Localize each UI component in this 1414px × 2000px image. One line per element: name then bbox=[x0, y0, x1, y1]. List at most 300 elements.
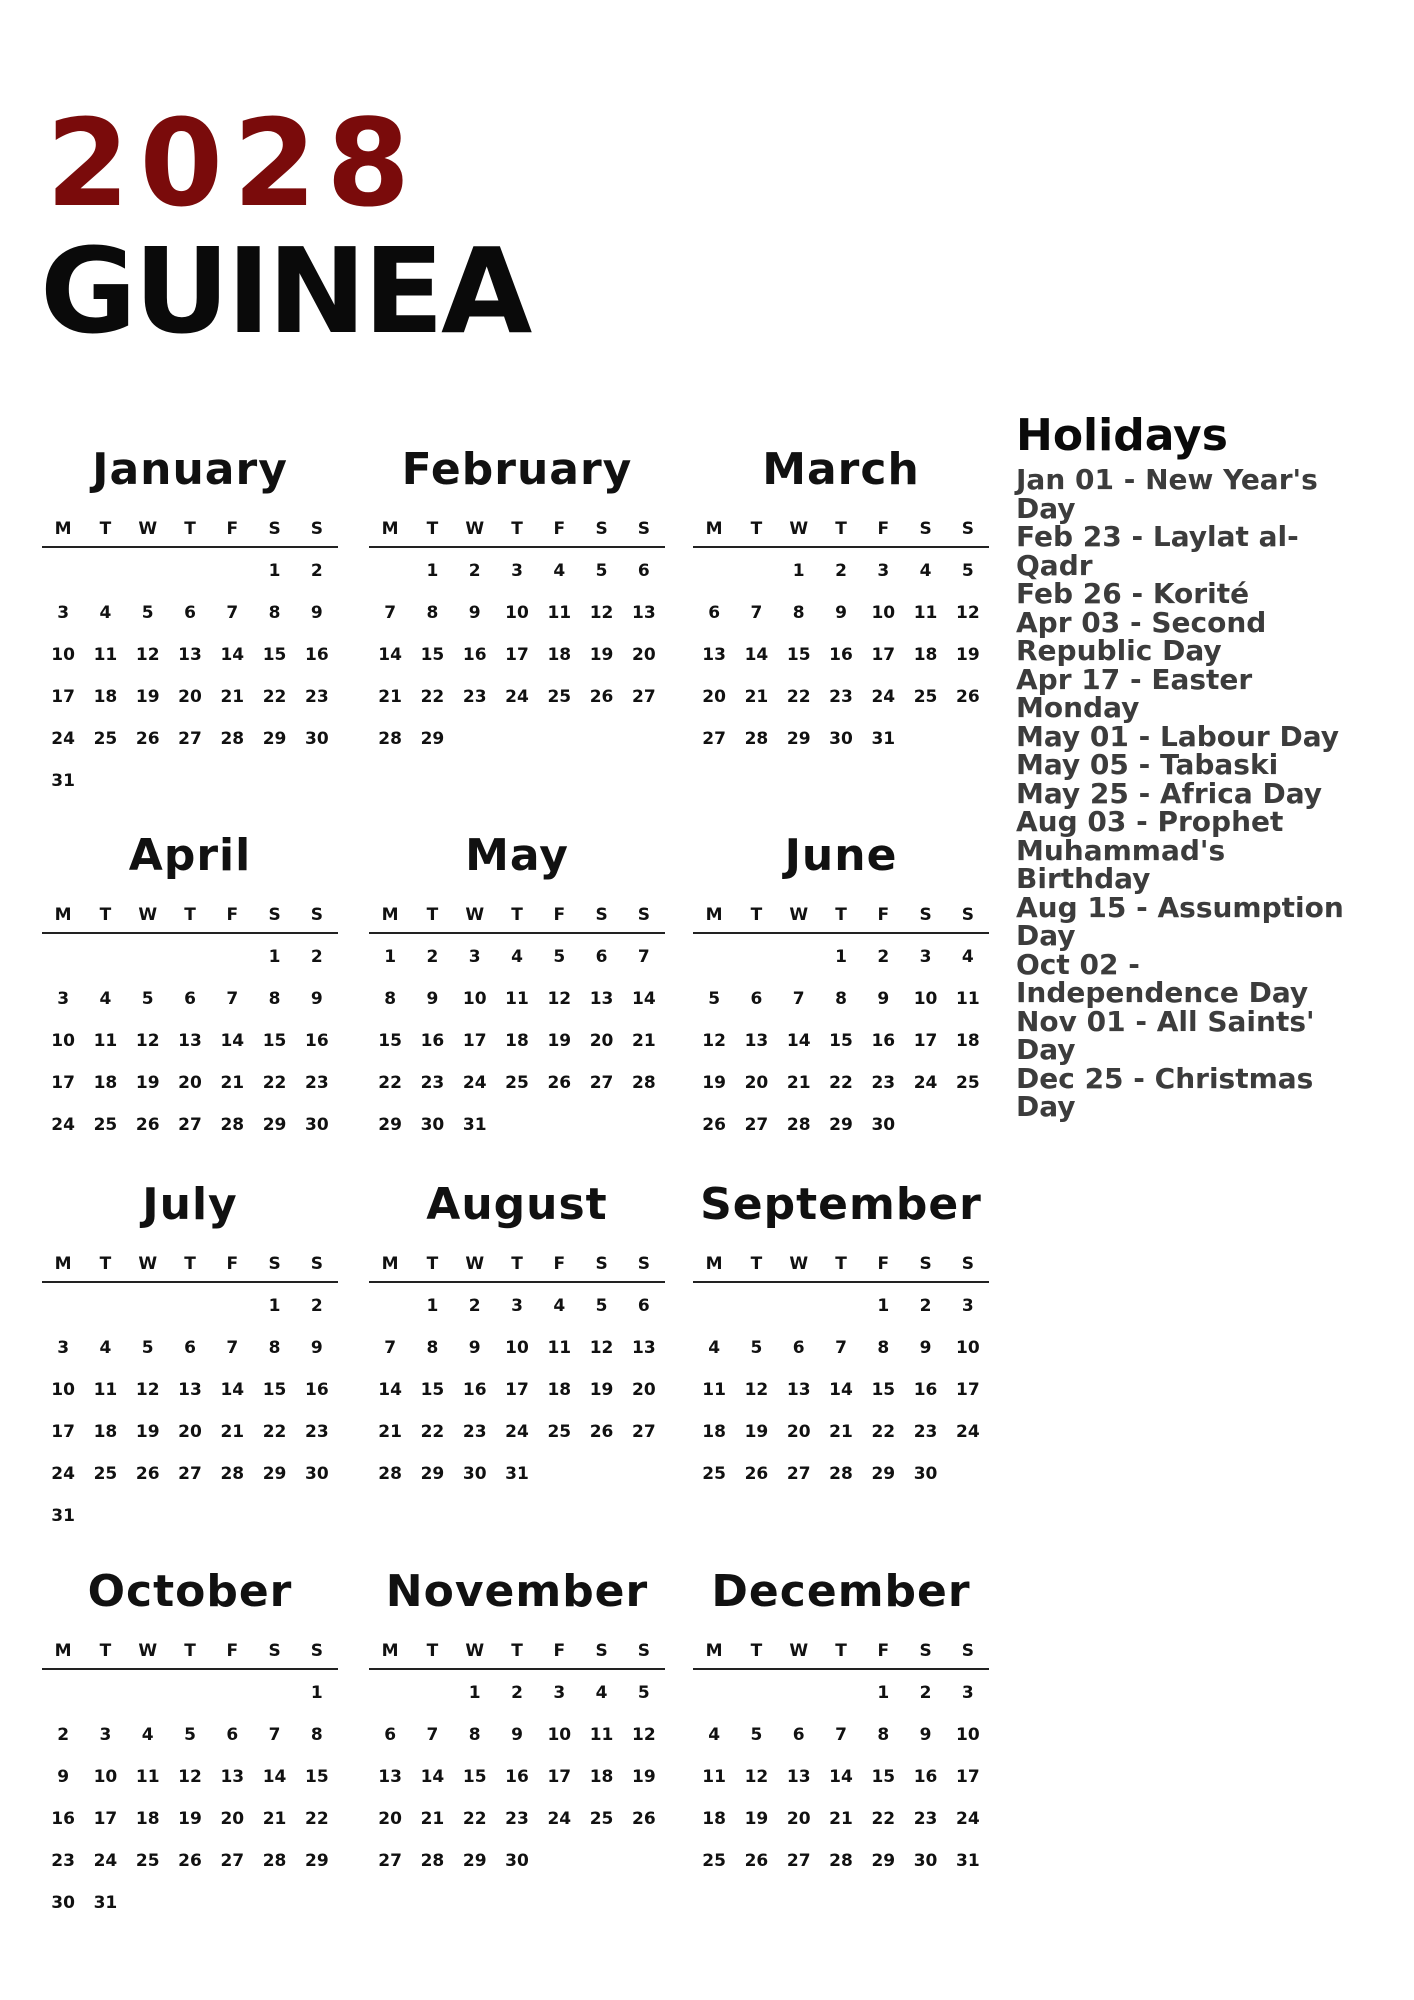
day-cell: 22 bbox=[420, 687, 445, 707]
day-cell: 13 bbox=[632, 603, 656, 623]
day-cell: 5 bbox=[141, 603, 154, 623]
holiday-item: Apr 03 - Second Republic Day bbox=[1016, 605, 1267, 667]
day-cell: 22 bbox=[305, 1809, 329, 1829]
day-cell: 16 bbox=[420, 1031, 445, 1051]
month-name: October bbox=[87, 1566, 293, 1617]
day-cell: 22 bbox=[829, 1073, 853, 1093]
day-cell: 28 bbox=[786, 1115, 811, 1135]
weekday-label: F bbox=[553, 1641, 566, 1661]
day-cell: 18 bbox=[93, 687, 118, 707]
day-grid bbox=[42, 556, 338, 808]
day-cell: 15 bbox=[262, 1031, 287, 1051]
day-cell: 21 bbox=[632, 1031, 656, 1051]
day-cell: 8 bbox=[468, 1725, 481, 1745]
day-cell: 7 bbox=[226, 989, 239, 1009]
day-cell: 8 bbox=[426, 603, 439, 623]
day-cell: 3 bbox=[961, 1296, 974, 1316]
day-cell: 11 bbox=[93, 1031, 118, 1051]
day-cell: 22 bbox=[871, 1809, 896, 1829]
day-cell: 10 bbox=[913, 989, 938, 1009]
day-cell: 18 bbox=[913, 645, 938, 665]
day-cell: 22 bbox=[462, 1809, 487, 1829]
weekday-label: S bbox=[310, 905, 323, 925]
weekday-label: F bbox=[877, 905, 890, 925]
day-cell: 18 bbox=[702, 1422, 726, 1442]
empty-cell bbox=[84, 1678, 126, 1720]
day-cell: 24 bbox=[51, 729, 75, 749]
day-cell: 30 bbox=[913, 1851, 938, 1871]
day-cell: 4 bbox=[99, 989, 112, 1009]
day-cell: 11 bbox=[589, 1725, 614, 1745]
empty-cell bbox=[84, 1291, 126, 1333]
day-cell: 29 bbox=[786, 729, 811, 749]
day-cell: 18 bbox=[135, 1809, 160, 1829]
weekday-label: W bbox=[138, 905, 158, 925]
day-cell: 7 bbox=[835, 1725, 847, 1745]
day-cell: 3 bbox=[57, 989, 70, 1009]
day-cell: 23 bbox=[51, 1851, 75, 1871]
holiday-item: Feb 23 - Laylat al-Qadr bbox=[1016, 520, 1299, 582]
day-cell: 26 bbox=[547, 1073, 572, 1093]
day-cell: 26 bbox=[589, 1422, 614, 1442]
holiday-item: Oct 02 - Independence Day bbox=[1016, 947, 1309, 1009]
day-cell: 29 bbox=[305, 1851, 329, 1871]
weekday-label: F bbox=[226, 905, 239, 925]
day-cell: 21 bbox=[420, 1809, 445, 1829]
day-cell: 17 bbox=[51, 1422, 75, 1442]
weekday-label: W bbox=[789, 519, 809, 539]
day-cell: 16 bbox=[305, 1380, 329, 1400]
weekday-label: T bbox=[99, 519, 112, 539]
day-cell: 16 bbox=[305, 645, 329, 665]
weekday-label: W bbox=[138, 519, 158, 539]
day-cell: 19 bbox=[589, 1380, 614, 1400]
empty-cell bbox=[211, 942, 253, 984]
day-cell: 12 bbox=[744, 1767, 769, 1787]
day-cell: 2 bbox=[919, 1296, 932, 1316]
day-cell: 10 bbox=[956, 1338, 980, 1358]
weekday-label: S bbox=[595, 905, 608, 925]
day-cell: 14 bbox=[632, 989, 656, 1009]
day-cell: 29 bbox=[262, 729, 287, 749]
weekday-label: M bbox=[705, 1254, 723, 1274]
weekday-label: M bbox=[54, 905, 72, 925]
day-cell: 1 bbox=[426, 561, 439, 581]
day-cell: 15 bbox=[420, 645, 445, 665]
day-cell: 14 bbox=[829, 1767, 853, 1787]
day-cell: 3 bbox=[468, 947, 481, 967]
day-cell: 25 bbox=[547, 687, 572, 707]
day-cell: 9 bbox=[426, 989, 439, 1009]
holiday-item: Aug 15 - Assumption Day bbox=[1016, 890, 1344, 952]
day-cell: 26 bbox=[178, 1851, 202, 1871]
day-cell: 11 bbox=[547, 1338, 572, 1358]
weekday-label: S bbox=[961, 1641, 974, 1661]
day-cell: 9 bbox=[310, 1338, 323, 1358]
weekday-label: S bbox=[637, 905, 650, 925]
day-cell: 2 bbox=[835, 561, 847, 581]
day-cell: 26 bbox=[632, 1809, 656, 1829]
day-cell: 27 bbox=[378, 1851, 402, 1871]
day-cell: 22 bbox=[262, 687, 287, 707]
weekday-label: S bbox=[310, 1254, 323, 1274]
weekday-label: S bbox=[637, 1254, 650, 1274]
day-cell: 24 bbox=[51, 1115, 75, 1135]
weekday-label: S bbox=[310, 1641, 323, 1661]
empty-cell bbox=[778, 942, 820, 984]
day-cell: 27 bbox=[786, 1464, 811, 1484]
day-cell: 23 bbox=[420, 1073, 445, 1093]
day-cell: 22 bbox=[786, 687, 811, 707]
weekday-label: F bbox=[877, 1641, 890, 1661]
day-cell: 20 bbox=[178, 1073, 202, 1093]
day-cell: 28 bbox=[220, 1115, 245, 1135]
day-cell: 24 bbox=[462, 1073, 487, 1093]
weekday-label: T bbox=[511, 1641, 523, 1661]
weekday-header bbox=[693, 1251, 989, 1283]
weekday-label: W bbox=[789, 1254, 809, 1274]
day-cell: 2 bbox=[310, 561, 323, 581]
day-cell: 23 bbox=[305, 687, 329, 707]
weekday-label: T bbox=[511, 1254, 523, 1274]
day-cell: 7 bbox=[426, 1725, 439, 1745]
day-cell: 17 bbox=[51, 687, 75, 707]
day-cell: 29 bbox=[262, 1115, 287, 1135]
day-cell: 10 bbox=[871, 603, 896, 623]
day-cell: 4 bbox=[141, 1725, 154, 1745]
day-cell: 8 bbox=[384, 989, 397, 1009]
day-cell: 6 bbox=[792, 1725, 805, 1745]
day-cell: 10 bbox=[51, 645, 75, 665]
empty-cell bbox=[820, 1291, 862, 1333]
day-grid bbox=[369, 1678, 665, 1888]
day-cell: 4 bbox=[595, 1683, 608, 1703]
empty-cell bbox=[369, 556, 411, 598]
day-cell: 18 bbox=[93, 1073, 118, 1093]
day-cell: 24 bbox=[51, 1464, 75, 1484]
weekday-label: T bbox=[750, 905, 763, 925]
day-cell: 3 bbox=[877, 561, 890, 581]
day-cell: 19 bbox=[135, 687, 160, 707]
day-cell: 29 bbox=[262, 1464, 287, 1484]
weekday-label: W bbox=[789, 905, 809, 925]
empty-cell bbox=[127, 556, 169, 598]
day-cell: 14 bbox=[262, 1767, 287, 1787]
weekday-label: T bbox=[835, 1254, 847, 1274]
empty-cell bbox=[820, 1678, 862, 1720]
day-cell: 17 bbox=[93, 1809, 118, 1829]
day-cell: 17 bbox=[51, 1073, 75, 1093]
day-cell: 23 bbox=[462, 687, 487, 707]
day-cell: 25 bbox=[702, 1851, 726, 1871]
day-cell: 25 bbox=[956, 1073, 980, 1093]
day-cell: 7 bbox=[792, 989, 805, 1009]
empty-cell bbox=[693, 1678, 735, 1720]
day-cell: 10 bbox=[505, 1338, 529, 1358]
day-cell: 4 bbox=[553, 1296, 566, 1316]
weekday-label: S bbox=[310, 519, 323, 539]
day-cell: 2 bbox=[310, 947, 323, 967]
day-cell: 16 bbox=[51, 1809, 75, 1829]
day-cell: 19 bbox=[178, 1809, 202, 1829]
day-cell: 12 bbox=[589, 1338, 614, 1358]
day-cell: 26 bbox=[744, 1464, 769, 1484]
weekday-header bbox=[369, 1638, 665, 1670]
day-cell: 30 bbox=[51, 1893, 75, 1913]
day-cell: 2 bbox=[310, 1296, 323, 1316]
holiday-list bbox=[1016, 463, 1346, 1123]
day-cell: 5 bbox=[750, 1725, 763, 1745]
day-cell: 17 bbox=[913, 1031, 938, 1051]
weekday-label: S bbox=[268, 905, 281, 925]
day-cell: 10 bbox=[51, 1380, 75, 1400]
day-cell: 3 bbox=[919, 947, 932, 967]
day-cell: 25 bbox=[547, 1422, 572, 1442]
day-cell: 21 bbox=[744, 687, 769, 707]
empty-cell bbox=[169, 556, 211, 598]
empty-cell bbox=[211, 1291, 253, 1333]
weekday-label: T bbox=[426, 905, 439, 925]
empty-cell bbox=[42, 556, 84, 598]
day-cell: 15 bbox=[829, 1031, 853, 1051]
day-cell: 9 bbox=[877, 989, 890, 1009]
day-cell: 17 bbox=[462, 1031, 487, 1051]
day-cell: 30 bbox=[829, 729, 853, 749]
weekday-label: S bbox=[961, 1254, 974, 1274]
holiday-item: Apr 17 - Easter Monday bbox=[1016, 662, 1253, 724]
day-grid bbox=[693, 1291, 989, 1501]
day-cell: 15 bbox=[378, 1031, 402, 1051]
day-cell: 2 bbox=[426, 947, 439, 967]
day-cell: 4 bbox=[919, 561, 932, 581]
weekday-label: M bbox=[381, 1641, 399, 1661]
day-cell: 1 bbox=[792, 561, 805, 581]
day-cell: 13 bbox=[744, 1031, 769, 1051]
day-cell: 14 bbox=[220, 1031, 245, 1051]
weekday-label: W bbox=[465, 1254, 485, 1274]
day-cell: 5 bbox=[595, 1296, 608, 1316]
day-cell: 13 bbox=[178, 1380, 202, 1400]
weekday-label: S bbox=[595, 519, 608, 539]
weekday-label: S bbox=[961, 519, 974, 539]
day-cell: 7 bbox=[637, 947, 650, 967]
day-cell: 16 bbox=[462, 645, 487, 665]
day-cell: 25 bbox=[93, 1115, 118, 1135]
weekday-label: S bbox=[961, 905, 974, 925]
weekday-header bbox=[693, 1638, 989, 1670]
weekday-label: T bbox=[835, 1641, 847, 1661]
day-cell: 28 bbox=[378, 1464, 402, 1484]
day-cell: 14 bbox=[829, 1380, 853, 1400]
day-cell: 27 bbox=[589, 1073, 614, 1093]
day-cell: 9 bbox=[919, 1338, 932, 1358]
day-cell: 28 bbox=[378, 729, 402, 749]
weekday-label: T bbox=[750, 1641, 763, 1661]
day-cell: 20 bbox=[786, 1422, 811, 1442]
holiday-item: Nov 01 - All Saints' Day bbox=[1016, 1004, 1315, 1066]
empty-cell bbox=[42, 1678, 84, 1720]
day-cell: 18 bbox=[956, 1031, 980, 1051]
day-cell: 5 bbox=[141, 989, 154, 1009]
day-cell: 1 bbox=[268, 947, 281, 967]
day-cell: 19 bbox=[744, 1422, 769, 1442]
day-cell: 18 bbox=[547, 1380, 572, 1400]
day-cell: 7 bbox=[750, 603, 763, 623]
day-cell: 5 bbox=[553, 947, 566, 967]
weekday-label: T bbox=[511, 519, 523, 539]
day-cell: 29 bbox=[462, 1851, 487, 1871]
day-cell: 6 bbox=[184, 989, 196, 1009]
day-cell: 4 bbox=[511, 947, 523, 967]
day-cell: 4 bbox=[553, 561, 566, 581]
empty-cell bbox=[211, 556, 253, 598]
empty-cell bbox=[42, 1291, 84, 1333]
day-cell: 30 bbox=[305, 1464, 329, 1484]
day-cell: 3 bbox=[57, 603, 70, 623]
day-cell: 7 bbox=[835, 1338, 847, 1358]
day-cell: 29 bbox=[871, 1851, 896, 1871]
weekday-label: T bbox=[835, 905, 847, 925]
day-cell: 14 bbox=[378, 645, 402, 665]
day-cell: 30 bbox=[462, 1464, 487, 1484]
day-cell: 4 bbox=[99, 1338, 112, 1358]
day-cell: 1 bbox=[426, 1296, 439, 1316]
day-cell: 15 bbox=[305, 1767, 329, 1787]
day-cell: 8 bbox=[877, 1338, 890, 1358]
weekday-label: T bbox=[184, 905, 196, 925]
empty-cell bbox=[693, 1291, 735, 1333]
day-cell: 11 bbox=[702, 1380, 726, 1400]
month-name: July bbox=[142, 1179, 238, 1230]
weekday-label: M bbox=[705, 1641, 723, 1661]
day-cell: 22 bbox=[262, 1422, 287, 1442]
day-cell: 17 bbox=[956, 1767, 980, 1787]
weekday-label: W bbox=[138, 1254, 158, 1274]
day-cell: 7 bbox=[268, 1725, 281, 1745]
day-cell: 25 bbox=[135, 1851, 160, 1871]
weekday-label: F bbox=[877, 1254, 890, 1274]
empty-cell bbox=[735, 1291, 777, 1333]
holidays-title: Holidays bbox=[1016, 410, 1228, 461]
day-cell: 20 bbox=[178, 1422, 202, 1442]
day-cell: 14 bbox=[220, 1380, 245, 1400]
day-cell: 12 bbox=[135, 1380, 160, 1400]
day-cell: 4 bbox=[961, 947, 974, 967]
weekday-header bbox=[42, 516, 338, 548]
day-cell: 2 bbox=[511, 1683, 523, 1703]
day-cell: 24 bbox=[956, 1809, 980, 1829]
weekday-label: W bbox=[465, 519, 485, 539]
day-cell: 1 bbox=[310, 1683, 323, 1703]
day-cell: 29 bbox=[420, 1464, 445, 1484]
weekday-header bbox=[369, 516, 665, 548]
month-name: June bbox=[784, 830, 898, 881]
day-cell: 23 bbox=[871, 1073, 896, 1093]
weekday-label: T bbox=[426, 1254, 439, 1274]
day-cell: 17 bbox=[505, 1380, 529, 1400]
day-cell: 8 bbox=[268, 603, 281, 623]
day-cell: 30 bbox=[871, 1115, 896, 1135]
day-cell: 14 bbox=[744, 645, 769, 665]
weekday-header bbox=[42, 902, 338, 934]
day-cell: 5 bbox=[595, 561, 608, 581]
day-cell: 19 bbox=[547, 1031, 572, 1051]
day-cell: 12 bbox=[702, 1031, 726, 1051]
day-cell: 11 bbox=[956, 989, 980, 1009]
day-cell: 25 bbox=[589, 1809, 614, 1829]
day-cell: 12 bbox=[547, 989, 572, 1009]
day-cell: 8 bbox=[835, 989, 847, 1009]
day-cell: 12 bbox=[178, 1767, 202, 1787]
day-cell: 20 bbox=[378, 1809, 402, 1829]
day-cell: 27 bbox=[178, 729, 202, 749]
day-cell: 20 bbox=[220, 1809, 245, 1829]
day-cell: 10 bbox=[462, 989, 487, 1009]
day-cell: 23 bbox=[829, 687, 853, 707]
day-cell: 15 bbox=[462, 1767, 487, 1787]
day-cell: 7 bbox=[226, 603, 239, 623]
day-cell: 30 bbox=[305, 729, 329, 749]
day-cell: 20 bbox=[632, 645, 656, 665]
day-cell: 14 bbox=[220, 645, 245, 665]
day-cell: 6 bbox=[750, 989, 763, 1009]
day-cell: 21 bbox=[220, 687, 245, 707]
day-cell: 20 bbox=[786, 1809, 811, 1829]
day-cell: 27 bbox=[178, 1115, 202, 1135]
day-cell: 17 bbox=[547, 1767, 572, 1787]
empty-cell bbox=[169, 1291, 211, 1333]
day-cell: 19 bbox=[589, 645, 614, 665]
day-cell: 9 bbox=[310, 603, 323, 623]
day-cell: 26 bbox=[744, 1851, 769, 1871]
empty-cell bbox=[778, 1291, 820, 1333]
weekday-header bbox=[369, 1251, 665, 1283]
weekday-header bbox=[42, 1251, 338, 1283]
day-cell: 18 bbox=[702, 1809, 726, 1829]
month-name: March bbox=[762, 444, 920, 495]
day-cell: 23 bbox=[305, 1073, 329, 1093]
day-cell: 15 bbox=[262, 645, 287, 665]
day-cell: 15 bbox=[786, 645, 811, 665]
weekday-label: M bbox=[381, 905, 399, 925]
day-cell: 18 bbox=[589, 1767, 614, 1787]
day-cell: 28 bbox=[220, 1464, 245, 1484]
day-cell: 23 bbox=[913, 1422, 938, 1442]
weekday-label: W bbox=[138, 1641, 158, 1661]
day-cell: 27 bbox=[220, 1851, 245, 1871]
day-cell: 22 bbox=[262, 1073, 287, 1093]
empty-cell bbox=[369, 1291, 411, 1333]
weekday-label: M bbox=[54, 1641, 72, 1661]
day-cell: 24 bbox=[93, 1851, 118, 1871]
weekday-label: F bbox=[553, 519, 566, 539]
day-cell: 11 bbox=[505, 989, 529, 1009]
holiday-item: May 01 - Labour Day bbox=[1016, 719, 1340, 753]
day-cell: 16 bbox=[913, 1380, 938, 1400]
day-cell: 7 bbox=[226, 1338, 239, 1358]
day-cell: 13 bbox=[632, 1338, 656, 1358]
holiday-item: May 25 - Africa Day bbox=[1016, 776, 1323, 810]
weekday-label: T bbox=[750, 519, 763, 539]
day-cell: 24 bbox=[913, 1073, 938, 1093]
day-cell: 22 bbox=[378, 1073, 402, 1093]
day-cell: 14 bbox=[378, 1380, 402, 1400]
day-cell: 3 bbox=[961, 1683, 974, 1703]
day-cell: 11 bbox=[913, 603, 938, 623]
day-cell: 21 bbox=[262, 1809, 287, 1829]
day-cell: 21 bbox=[378, 687, 402, 707]
day-cell: 31 bbox=[51, 771, 75, 791]
